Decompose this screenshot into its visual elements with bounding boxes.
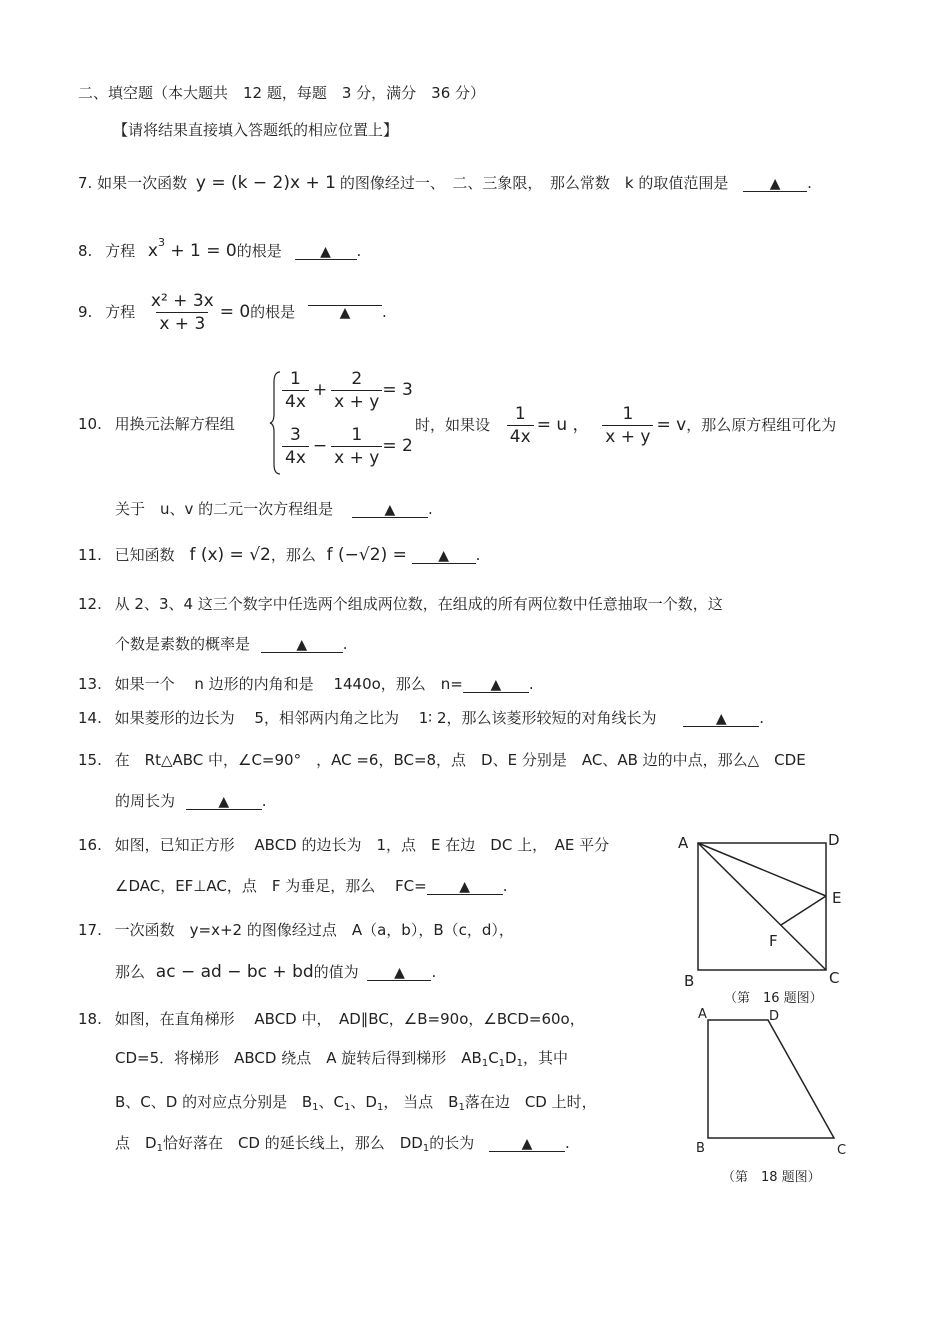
answer-blank[interactable]	[683, 708, 759, 727]
question-12	[78, 594, 723, 614]
answer-mark: ▲	[715, 711, 727, 727]
question-text: 那么	[115, 963, 146, 981]
answer-blank[interactable]	[261, 634, 343, 653]
question-number: 16.	[78, 836, 102, 854]
label-d: D	[769, 1009, 780, 1024]
question-text: 方程	[105, 303, 136, 321]
fraction: $\frac{1}{4x}$	[507, 403, 534, 448]
label-c: C	[829, 969, 840, 987]
function-value: f (−√2) =	[326, 545, 407, 565]
answer-mark: ▲	[490, 677, 502, 693]
question-number: 10.	[78, 415, 102, 433]
question-17	[78, 920, 514, 940]
section-instruction: 【请将结果直接填入答题纸的相应位置上】	[113, 121, 399, 139]
question-18	[78, 1009, 585, 1029]
question-number: 13.	[78, 675, 102, 693]
answer-blank[interactable]	[427, 876, 503, 895]
answer-mark: ▲	[339, 305, 351, 321]
question-number: 7.	[78, 174, 93, 192]
question-text: 恰好落在 CD 的延长线上，那么 DD	[162, 1134, 423, 1152]
answer-blank[interactable]	[412, 545, 476, 564]
question-13: 13. 如果一个 n 边形的内角和是 1440o，那么 n= ▲ .	[78, 675, 534, 693]
question-text: 个数是素数的概率是	[115, 635, 251, 653]
question-14: 14. 如果菱形的边长为 5，相邻两内角之比为 1∶ 2，那么该菱形较短的对角线长为 ▲ .	[78, 709, 765, 727]
question-text: 在 Rt△ABC 中，∠C=90° ，AC =6，BC=8，点 D、E 分别是 AC、AB 边的中点，那么△ CDE	[114, 751, 806, 769]
answer-mark: ▲	[320, 244, 331, 260]
question-10-substitution: 时，如果设 $\frac{1}{4x}$ = u ， $\frac{1}{x + y}$ = v，那么原方程组可化为	[415, 404, 837, 447]
question-9: 9. 方程 $\frac{\text{x² + 3x}}{x + 3}$ = 0的根是 ▲ .	[78, 287, 387, 337]
question-16-line2: ∠DAC，EF⊥AC，点 F 为垂足，那么 FC= ▲ .	[115, 877, 508, 895]
section-title: 二、填空题（本大题共 12 题，每题 3 分，满分 36 分）	[78, 84, 486, 102]
equation: $x^3 + 1 = 0$	[147, 236, 237, 261]
question-text: 关于 u、v 的二元一次方程组是	[115, 500, 334, 518]
question-10-label	[78, 414, 235, 434]
question-text: 的值为	[313, 963, 359, 981]
answer-blank[interactable]	[463, 674, 529, 693]
question-number: 11.	[78, 546, 102, 564]
answer-blank[interactable]	[186, 791, 262, 810]
figure-18-trapezoid	[690, 1004, 860, 1160]
label-d: D	[828, 831, 840, 849]
label-b: B	[696, 1141, 705, 1156]
answer-mark: ▲	[459, 879, 471, 895]
equals-zero: = 0	[219, 302, 251, 322]
question-text: 如果一次函数	[97, 174, 188, 192]
answer-blank[interactable]	[352, 499, 428, 518]
answer-blank[interactable]	[743, 173, 807, 192]
figure-18-caption: （第 18 题图）	[722, 1170, 821, 1185]
answer-mark: ▲	[769, 176, 781, 192]
question-12-line2: 个数是素数的概率是 ▲ .	[115, 635, 348, 653]
question-number: 17.	[78, 921, 102, 939]
question-8: 8. 方程 $x^3 + 1 = 0$的根是 ▲ .	[78, 236, 362, 261]
answer-mark: ▲	[384, 502, 396, 518]
question-text: 已知函数	[114, 546, 175, 564]
answer-blank[interactable]	[308, 287, 382, 321]
question-text: 的图像经过一、 二、三象限， 那么常数 k 的取值范围是	[339, 174, 729, 192]
question-text: CD=5．将梯形 ABCD 绕点 A 旋转后得到梯形 AB	[115, 1049, 482, 1067]
equation-system	[268, 368, 418, 478]
answer-blank[interactable]	[489, 1133, 565, 1152]
question-text: ，那么原方程组可化为	[686, 416, 837, 434]
question-7: 7. 如果一次函数 y = (k − 2)x + 1 的图像经过一、 二、三象限， 那么常数 k 的取值范围是 ▲ .	[78, 173, 812, 193]
question-text: 方程	[105, 242, 136, 260]
answer-mark: ▲	[296, 637, 308, 653]
question-number: 9.	[78, 303, 93, 321]
question-number: 15.	[78, 751, 102, 769]
question-number: 14.	[78, 709, 102, 727]
question-15-line2: 的周长为 ▲ .	[115, 792, 267, 810]
expression: ac − ad − bc + bd	[155, 962, 314, 982]
question-text: 时，如果设	[415, 416, 491, 434]
question-text: 的根是	[250, 303, 296, 321]
question-18-line3: B、C、D 的对应点分别是 $B_1$、$C_1$、$D_1$， 当点 $B_1$落在边 CD 上时，	[115, 1093, 597, 1113]
answer-blank[interactable]	[367, 962, 431, 981]
answer-mark: ▲	[218, 794, 230, 810]
question-text: 如果菱形的边长为 5，相邻两内角之比为 1∶ 2，那么该菱形较短的对角线长为	[114, 709, 657, 727]
answer-blank[interactable]	[295, 241, 357, 260]
segment-ae	[698, 843, 826, 896]
label-a: A	[678, 834, 689, 852]
question-text: 一次函数 y=x+2 的图像经过点 A（a，b），B（c，d），	[114, 921, 514, 939]
question-text: 如图，已知正方形 ABCD 的边长为 1，点 E 在边 DC 上， AE 平分	[114, 836, 610, 854]
question-10-line2: 关于 u、v 的二元一次方程组是 ▲ .	[115, 500, 433, 518]
equation-1: $\frac{1}{4x}$ + $\frac{2}{x + y}$ = 3	[282, 368, 413, 413]
question-18-line4: 点 $D_1$恰好落在 CD 的延长线上，那么 $DD_1$的长为 ▲ .	[115, 1134, 570, 1154]
label-c: C	[837, 1143, 847, 1158]
trapezoid-abcd	[708, 1020, 834, 1138]
question-11: 11. 已知函数 f (x) = √2，那么 f (−√2) = ▲ .	[78, 545, 481, 565]
question-number: 8.	[78, 242, 93, 260]
answer-mark: ▲	[521, 1136, 533, 1152]
question-text: 如果一个 n 边形的内角和是 1440o，那么 n=	[114, 675, 463, 693]
question-15	[78, 750, 806, 770]
answer-mark: ▲	[394, 965, 405, 981]
question-text: 从 2、3、4 这三个数字中任选两个组成两位数，在组成的所有两位数中任意抽取一个数，这	[114, 595, 723, 613]
brace-icon	[268, 368, 282, 478]
question-text: 的周长为	[115, 792, 176, 810]
fraction: $\frac{1}{x + y}$	[602, 403, 653, 448]
function-expression: y = (k − 2)x + 1	[195, 173, 336, 193]
question-text: 点 D	[115, 1134, 157, 1152]
question-text: 的根是	[236, 242, 282, 260]
question-text: 如图，在直角梯形 ABCD 中， AD∥BC，∠B=90o，∠BCD=60o，	[114, 1010, 585, 1028]
question-number: 12.	[78, 595, 102, 613]
figure-16-caption: （第 16 题图）	[724, 991, 823, 1006]
question-17-line2: 那么 ac − ad − bc + bd的值为 ▲ .	[115, 962, 437, 982]
question-text: ，那么	[270, 546, 316, 564]
function-definition: f (x) = √2	[189, 545, 271, 565]
question-text: ∠DAC，EF⊥AC，点 F 为垂足，那么 FC=	[115, 877, 427, 895]
question-text: 用换元法解方程组	[114, 415, 235, 433]
equation-2: $\frac{3}{4x}$ − $\frac{1}{x + y}$ = 2	[282, 424, 413, 469]
question-text: 落在边 CD 上时，	[464, 1093, 597, 1111]
question-number: 18.	[78, 1010, 102, 1028]
question-text: 当点 B	[403, 1093, 459, 1111]
diagonal-ac	[698, 843, 826, 970]
label-a: A	[698, 1007, 707, 1022]
fraction: $\frac{\text{x² + 3x}}{x + 3}$	[150, 291, 214, 334]
question-text: ，其中	[522, 1049, 568, 1067]
label-e: E	[832, 889, 842, 907]
question-text: 的长为	[429, 1134, 475, 1152]
figure-16-square	[672, 828, 852, 988]
question-text: B、C、D 的对应点分别是	[115, 1093, 288, 1111]
question-16	[78, 835, 609, 855]
question-18-line2: CD=5．将梯形 ABCD 绕点 A 旋转后得到梯形 $AB_1C_1D_1$，其中	[115, 1049, 568, 1069]
answer-mark: ▲	[438, 548, 450, 564]
segment-ef	[781, 896, 826, 925]
label-b: B	[684, 972, 695, 988]
label-f: F	[769, 932, 778, 950]
